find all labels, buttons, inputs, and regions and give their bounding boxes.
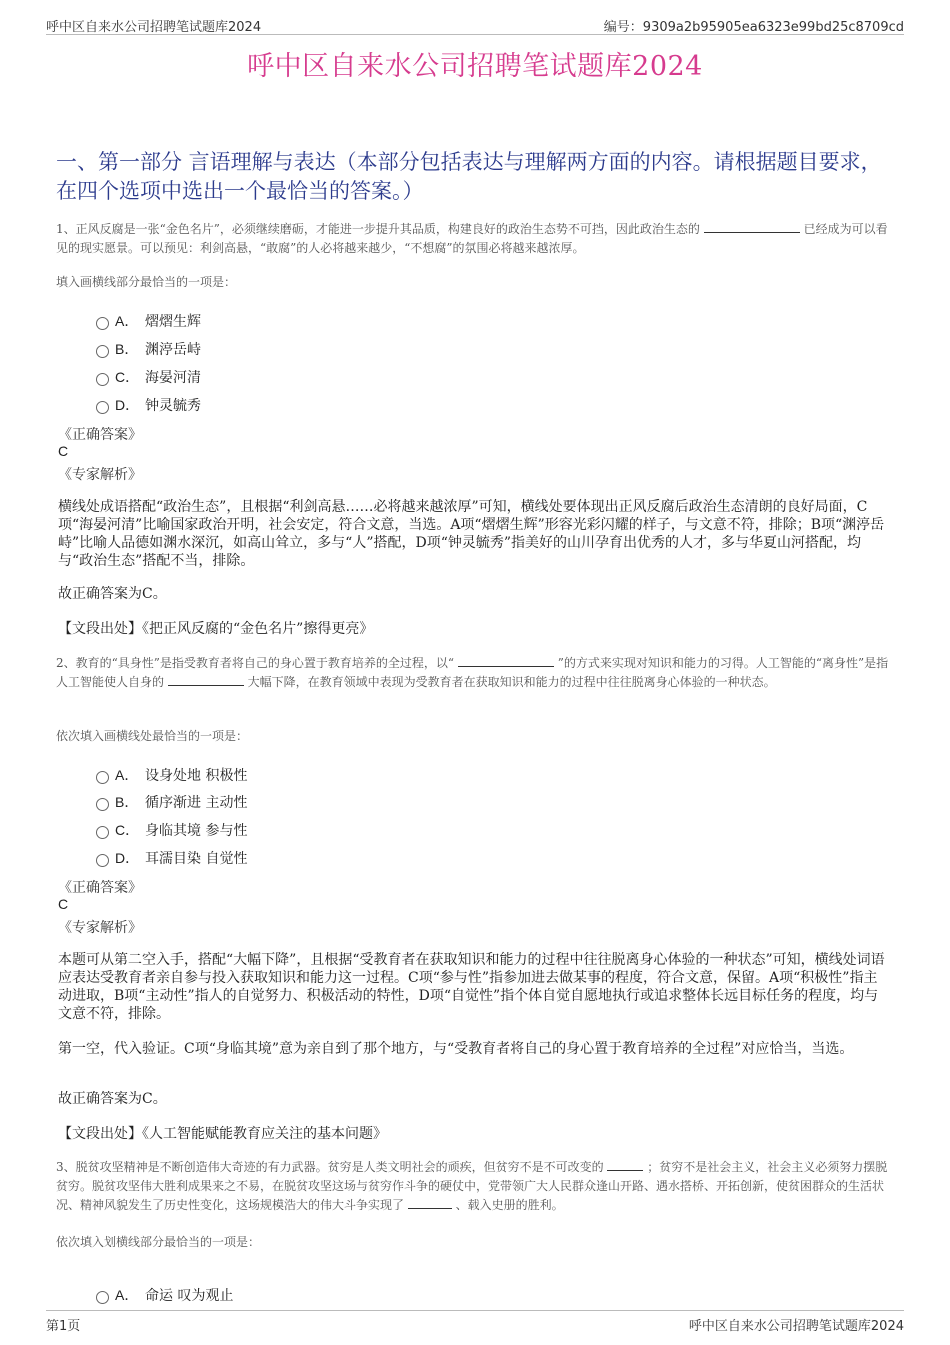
question-2-option-c[interactable] <box>96 820 247 840</box>
option-letter: D． <box>115 850 140 866</box>
radio-icon[interactable] <box>96 1291 109 1304</box>
question-1-blank <box>704 220 800 233</box>
question-2-option-d[interactable] <box>96 848 247 868</box>
header-doc-title: 呼中区自来水公司招聘笔试题库2024 <box>46 20 262 35</box>
question-2-analysis-2: 第一空，代入验证。C项“身临其境”意为亲自到了那个地方，与“受教育者将自己的身心置于教育培养的全过程”对应恰当，当选。 <box>58 1041 854 1057</box>
question-3-blank-1 <box>607 1158 643 1171</box>
question-1-answer: C <box>58 443 69 459</box>
option-text: 耳濡目染 自觉性 <box>145 851 248 867</box>
question-1-option-d[interactable] <box>96 395 201 415</box>
radio-icon[interactable] <box>96 771 109 784</box>
page-header <box>46 14 904 35</box>
option-letter: C． <box>115 822 140 838</box>
header-doc-id: 编号：9309a2b95905ea6323e99bd25c8709cd <box>603 20 904 35</box>
question-1-stem <box>56 220 894 258</box>
question-2-stem-part-a: 2、教育的“具身性”是指受教育者将自己的身心置于教育培养的全过程，以“ <box>56 656 455 670</box>
question-2-analysis: 本题可从第二空入手，搭配“大幅下降”，且根据“受教育者在获取知识和能力的过程中往往脱离身心体验的一种状态”可知，横线处词语应表达受教育者亲自参与投入获取知识和能力这一过程。C项“参与性”指参加进去做某事的程度，符合文意，保留。A项“积极性”指主动进取，B项“主动性”指人的自觉努力、积极活动的特性，D项“自觉性”指个体自觉自愿地执行或追求整体长远目标任务的程度，均与文意不符，排除。 <box>58 952 885 1022</box>
option-text: 钟灵毓秀 <box>145 398 201 414</box>
question-1-analysis-label: 《专家解析》 <box>58 467 142 483</box>
question-3-stem-part-a: 3、脱贫攻坚精神是不断创造伟大奇迹的有力武器。贫穷是人类文明社会的顽疾，但贫穷不是不可改变的 <box>56 1160 604 1174</box>
footer-doc-title: 呼中区自来水公司招聘笔试题库2024 <box>688 1319 904 1334</box>
question-1-option-c[interactable] <box>96 367 201 387</box>
question-1-option-a[interactable] <box>96 311 201 331</box>
question-2-answer: C <box>58 896 69 912</box>
question-3-stem <box>56 1158 894 1215</box>
option-text: 设身处地 积极性 <box>145 768 248 784</box>
question-1-option-b[interactable] <box>96 339 201 359</box>
question-2-stem-part-c: 大幅下降，在教育领域中表现为受教育者在获取知识和能力的过程中往往脱离身心体验的一种状态。 <box>247 675 776 689</box>
page-title: 呼中区自来水公司招聘笔试题库2024 <box>247 51 703 82</box>
option-letter: B． <box>115 341 139 357</box>
question-2-stem-part-b: ”的方式来实现对知识和能力的习得。人工智能的“离身性”是指人工智能使人自身的 <box>56 656 889 689</box>
question-2-blank-2 <box>168 673 244 686</box>
radio-icon[interactable] <box>96 317 109 330</box>
question-2-prompt: 依次填入画横线处最恰当的一项是： <box>56 729 249 743</box>
question-3-blank-2 <box>408 1196 452 1209</box>
option-letter: A． <box>115 313 139 329</box>
question-1-analysis: 横线处成语搭配“政治生态”，且根据“利剑高悬……必将越来越浓厚”可知，横线处要体现出正风反腐后政治生态清朗的良好局面，C项“海晏河清”比喻国家政治开明，社会安定，符合文意，当选。A项“熠熠生辉”形容光彩闪耀的样子，与文意不符，排除；B项“渊渟岳峙”比喻人品德如渊水深沉，如高山耸立，多与“人”搭配，D项“钟灵毓秀”指美好的山川孕育出优秀的人才，多与华夏山河搭配，均与“政治生态”搭配不当，排除。 <box>58 499 885 569</box>
section-heading: 一、第一部分 言语理解与表达（本部分包括表达与理解两方面的内容。请根据题目要求，在四个选项中选出一个最恰当的答案。） <box>56 150 882 203</box>
radio-icon[interactable] <box>96 798 109 811</box>
question-1-stem-part-b: 已经成为可以看见的现实愿景。可以预见：利剑高悬，“敢腐”的人必将越来越少，“不想腐”的氛围必将越来越浓厚。 <box>56 222 888 255</box>
option-letter: A． <box>115 1287 139 1303</box>
option-letter: D． <box>115 397 140 413</box>
option-letter: C． <box>115 369 140 385</box>
question-2-stem <box>56 654 894 692</box>
option-text: 命运 叹为观止 <box>145 1288 234 1304</box>
radio-icon[interactable] <box>96 826 109 839</box>
question-1-prompt: 填入画横线部分最恰当的一项是： <box>56 275 237 289</box>
question-3-prompt: 依次填入划横线部分最恰当的一项是： <box>56 1235 261 1249</box>
question-3-stem-part-b: ；贫穷不是社会主义，社会主义必须努力摆脱贫穷。脱贫攻坚伟大胜利成果来之不易，在脱贫攻坚这场与贫穷作斗争的硬仗中，党带领广大人民群众逢山开路、遇水搭桥、开拓创新，使贫困群众的生活状况、精神风貌发生了历史性变化，这场规模浩大的伟大斗争实现了 <box>56 1160 888 1212</box>
option-letter: A． <box>115 767 139 783</box>
question-2-conclusion: 故正确答案为C。 <box>58 1091 167 1107</box>
option-text: 循序渐进 主动性 <box>145 795 248 811</box>
question-2-answer-label: 《正确答案》 <box>58 880 142 896</box>
question-2-option-a[interactable] <box>96 765 247 785</box>
question-1-conclusion: 故正确答案为C。 <box>58 586 167 602</box>
question-2-source: 【文段出处】《人工智能赋能教育应关注的基本问题》 <box>58 1126 387 1142</box>
option-letter: B． <box>115 794 139 810</box>
question-1-source: 【文段出处】《把正风反腐的“金色名片”擦得更亮》 <box>58 621 374 637</box>
question-2-blank-1 <box>458 654 554 667</box>
question-2-option-b[interactable] <box>96 792 247 812</box>
option-text: 渊渟岳峙 <box>145 342 201 358</box>
question-2-analysis-label: 《专家解析》 <box>58 920 142 936</box>
question-1-stem-part-a: 1、正风反腐是一张“金色名片”，必须继续磨砺，才能进一步提升其品质，构建良好的政治生态势不可挡，因此政治生态的 <box>56 222 700 236</box>
radio-icon[interactable] <box>96 401 109 414</box>
option-text: 海晏河清 <box>145 370 201 386</box>
option-text: 熠熠生辉 <box>145 314 201 330</box>
radio-icon[interactable] <box>96 373 109 386</box>
question-3-option-a[interactable] <box>96 1285 233 1305</box>
question-3-stem-part-c: 、载入史册的胜利。 <box>455 1198 564 1212</box>
option-text: 身临其境 参与性 <box>145 823 248 839</box>
radio-icon[interactable] <box>96 345 109 358</box>
question-1-answer-label: 《正确答案》 <box>58 427 142 443</box>
page-number: 第1页 <box>46 1319 81 1334</box>
radio-icon[interactable] <box>96 854 109 867</box>
page-footer <box>46 1310 904 1333</box>
